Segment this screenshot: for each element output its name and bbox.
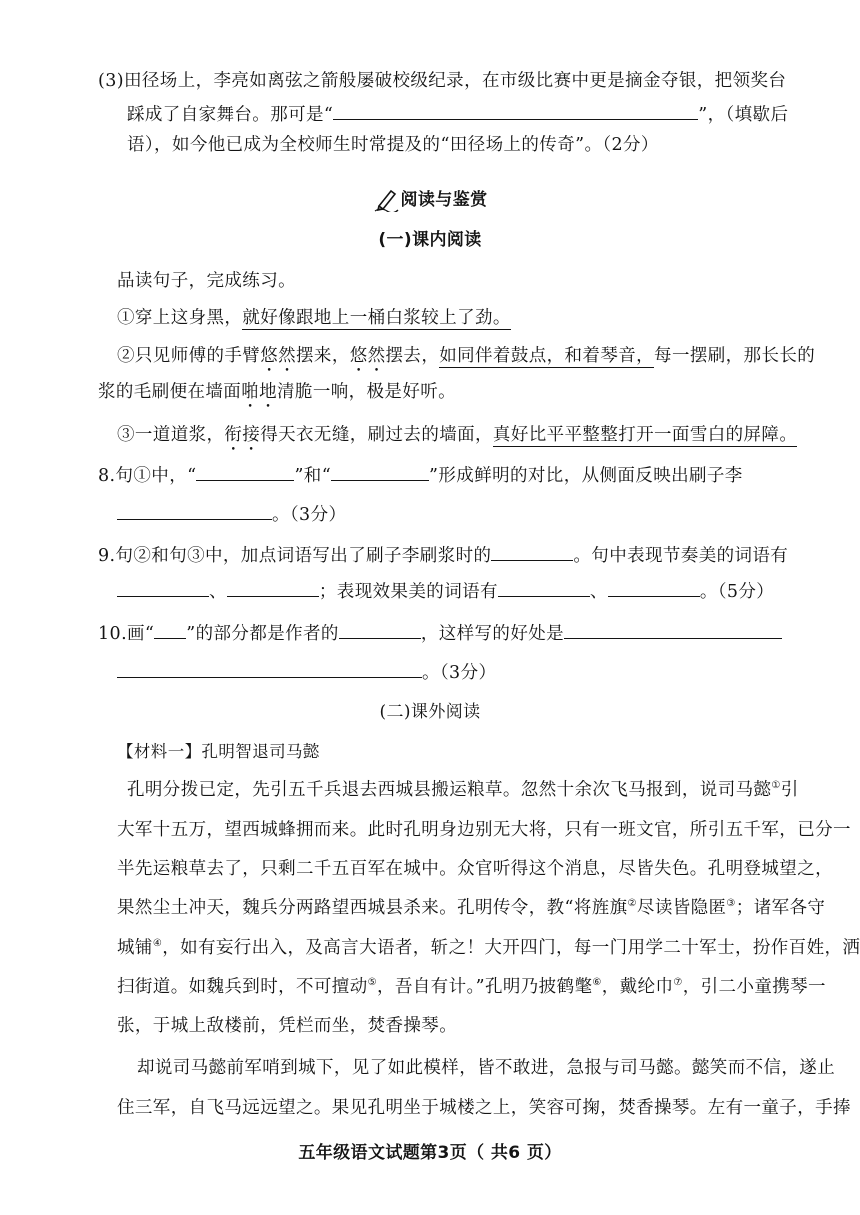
q3-answer-blank[interactable] [333,103,698,120]
q3-line-3: 语），如今他已成为全校师生时常提及的“田径场上的传奇”。（2分） [127,135,659,155]
material-1-title: 【材料一】孔明智退司马懿 [117,742,320,761]
question-8-cont: 。（3分） [117,503,774,526]
q3-line-1: (3)田径场上，李亮如离弦之箭般屡破校级纪录，在市级比赛中更是摘金夺银，把领奖台 [98,71,787,91]
q9-blank-2[interactable] [117,580,209,597]
q10-blank-2[interactable] [564,622,782,639]
question-9: 9.句②和句③中，加点词语写出了刷子李刷浆时的 。句中表现节奏美的词语有 [98,546,789,566]
instruction: 品读句子，完成练习。 [117,271,296,291]
sentence-2: ②只见师傅的手臂悠然摆来，悠然摆去，如同伴着鼓点，和着琴音，每一摆刷，那长长的 [117,346,816,366]
sentence-3: ③一道道浆，衔接得天衣无缝，刷过去的墙面，真好比平平整整打开一面雪白的屏障。 [117,425,798,445]
passage-line-4: 果然尘土冲天，魏兵分两路望西城县杀来。孔明传令，教“将旌旗②尽读皆隐匿③；诸军各守 [117,898,826,918]
pencil-icon [373,188,399,212]
question-9-cont: 、 ；表现效果美的词语有 、 。（5分） [117,580,774,603]
passage-line-9: 住三军，自飞马远远望之。果见孔明坐于城楼之上，笑容可掬，焚香操琴。左有一童子，手捧 [117,1098,851,1118]
part2-title: (二)课外阅读 [379,702,481,722]
passage-line-1: 孔明分拨已定，先引五千兵退去西城县搬运粮草。忽然十余次飞马报到，说司马懿①引 [127,780,799,800]
q9-blank-5[interactable] [608,580,700,597]
passage-line-3: 半先运粮草去了，只剩二千五百军在城中。众官听得这个消息，尽皆失色。孔明登城望之， [117,859,833,879]
q10-blank-1[interactable] [339,622,421,639]
q9-blank-4[interactable] [498,580,590,597]
page-footer: 五年级语文试题第3页（ 共6 页） [298,1143,562,1163]
passage-line-8: 却说司马懿前军哨到城下，见了如此模样，皆不敢进，急报与司马懿。懿笑而不信，遂止 [137,1058,836,1078]
q3-line-2: 踩成了自家舞台。那可是“ ”，（填歇后 [127,105,789,125]
q10-underline-sample [154,622,186,639]
q9-blank-3[interactable] [227,580,319,597]
passage-line-6: 扫街道。如魏兵到时，不可擅动⑤，吾自有计。”孔明乃披鹤氅⑥，戴纶巾⑦，引二小童携琴一 [117,977,826,997]
q8-blank-2[interactable] [331,464,429,481]
part1-title: (一)课内阅读 [378,230,482,250]
passage-line-5: 城铺④，如有妄行出入，及高言大语者，斩之！大开四门，每一门用学二十军士，扮作百姓，洒 [117,938,860,958]
q8-blank-1[interactable] [196,464,294,481]
sentence-2-cont: 浆的毛刷便在墙面啪地清脆一响，极是好听。 [98,382,457,402]
question-10-cont: 。（3分） [117,661,774,684]
question-10: 10.画“ ”的部分都是作者的 ，这样写的好处是 [98,622,774,645]
sentence-1: ①穿上这身黑，就好像跟地上一桶白浆较上了劲。 [117,308,511,328]
q9-blank-1[interactable] [491,544,573,561]
q8-blank-3[interactable] [117,503,272,520]
question-8: 8.句①中，“ ”和“ ”形成鲜明的对比，从侧面反映出刷子李 [98,466,743,486]
passage-line-7: 张，于城上敌楼前，凭栏而坐，焚香操琴。 [117,1016,458,1036]
section-title: 阅读与鉴赏 [0,188,860,212]
q10-blank-3[interactable] [117,661,422,678]
passage-line-2: 大军十五万，望西城蜂拥而来。此时孔明身边别无大将，只有一班文官，所引五千军，已分一 [117,820,851,840]
